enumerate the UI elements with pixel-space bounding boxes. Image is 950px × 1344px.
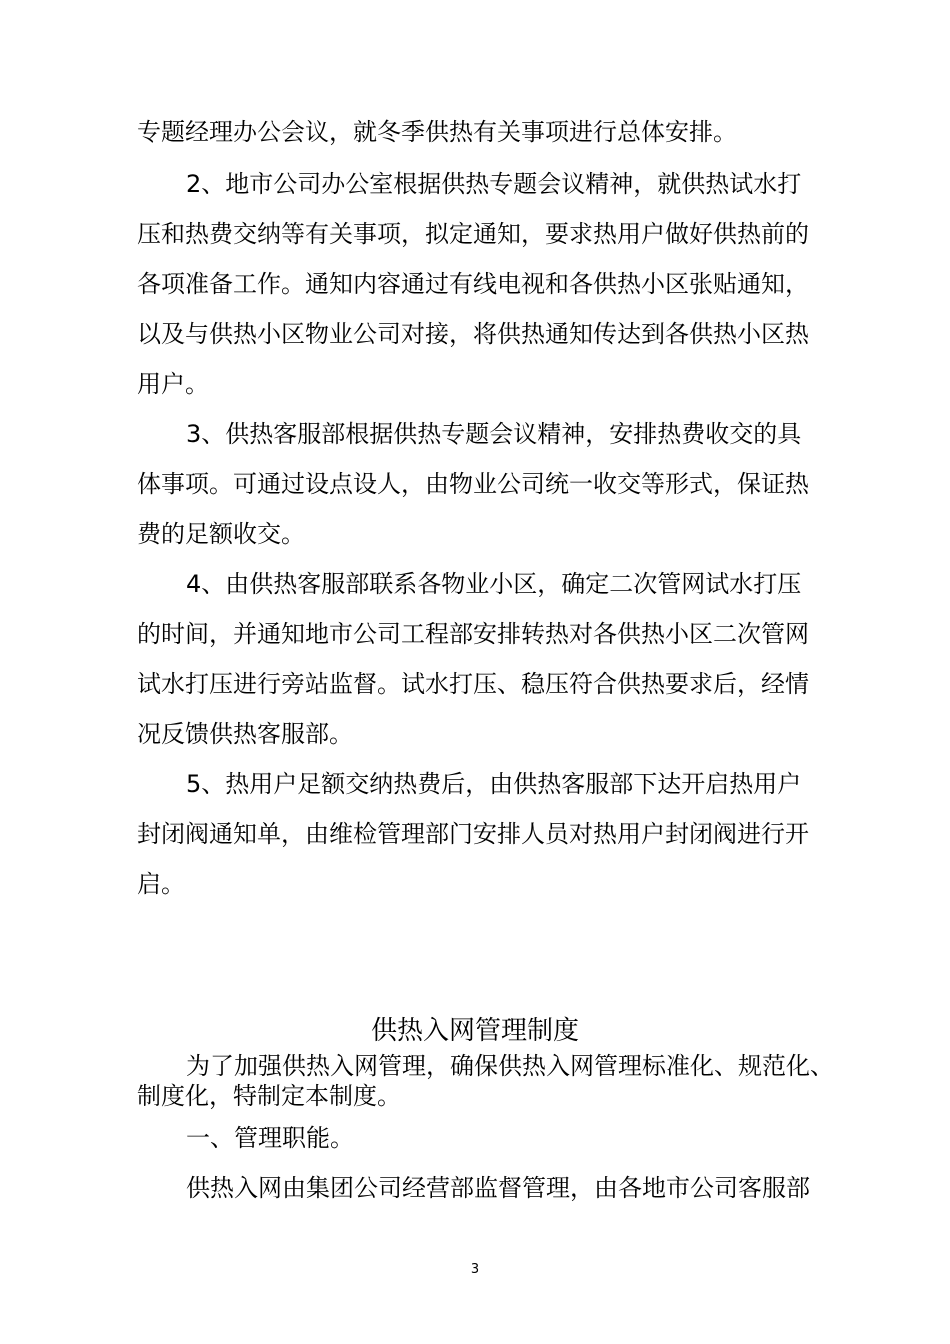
body-line: 2、地市公司办公室根据供热专题会议精神，就供热试水打: [186, 170, 802, 198]
body-line: 启。: [137, 870, 185, 898]
body-line: 封闭阀通知单，由维检管理部门安排人员对热用户封闭阀进行开: [137, 820, 809, 848]
page-number: 3: [470, 1262, 480, 1277]
body-line: 压和热费交纳等有关事项，拟定通知，要求热用户做好供热前的: [137, 220, 809, 248]
section-line: 为了加强供热入网管理，确保供热入网管理标准化、规范化、: [186, 1052, 834, 1080]
body-line: 的时间，并通知地市公司工程部安排转热对各供热小区二次管网: [137, 620, 809, 648]
section-line: 供热入网由集团公司经营部监督管理，由各地市公司客服部: [186, 1174, 810, 1202]
body-line: 3、供热客服部根据供热专题会议精神，安排热费收交的具: [186, 420, 802, 448]
body-line: 以及与供热小区物业公司对接，将供热通知传达到各供热小区热: [137, 320, 809, 348]
body-line: 试水打压进行旁站监督。试水打压、稳压符合供热要求后，经情: [137, 670, 809, 698]
section-line: 一、管理职能。: [186, 1124, 354, 1152]
body-line: 专题经理办公会议，就冬季供热有关事项进行总体安排。: [137, 118, 737, 146]
section-title: 供热入网管理制度: [370, 1016, 579, 1046]
section-line: 制度化，特制定本制度。: [137, 1082, 401, 1110]
body-line: 各项准备工作。通知内容通过有线电视和各供热小区张贴通知，: [137, 270, 809, 298]
body-line: 体事项。可通过设点设人，由物业公司统一收交等形式，保证热: [137, 470, 809, 498]
body-line: 费的足额收交。: [137, 520, 305, 548]
body-line: 5、热用户足额交纳热费后，由供热客服部下达开启热用户: [186, 770, 802, 798]
body-line: 用户。: [137, 370, 209, 398]
body-line: 况反馈供热客服部。: [137, 720, 353, 748]
body-line: 4、由供热客服部联系各物业小区，确定二次管网试水打压: [186, 570, 802, 598]
